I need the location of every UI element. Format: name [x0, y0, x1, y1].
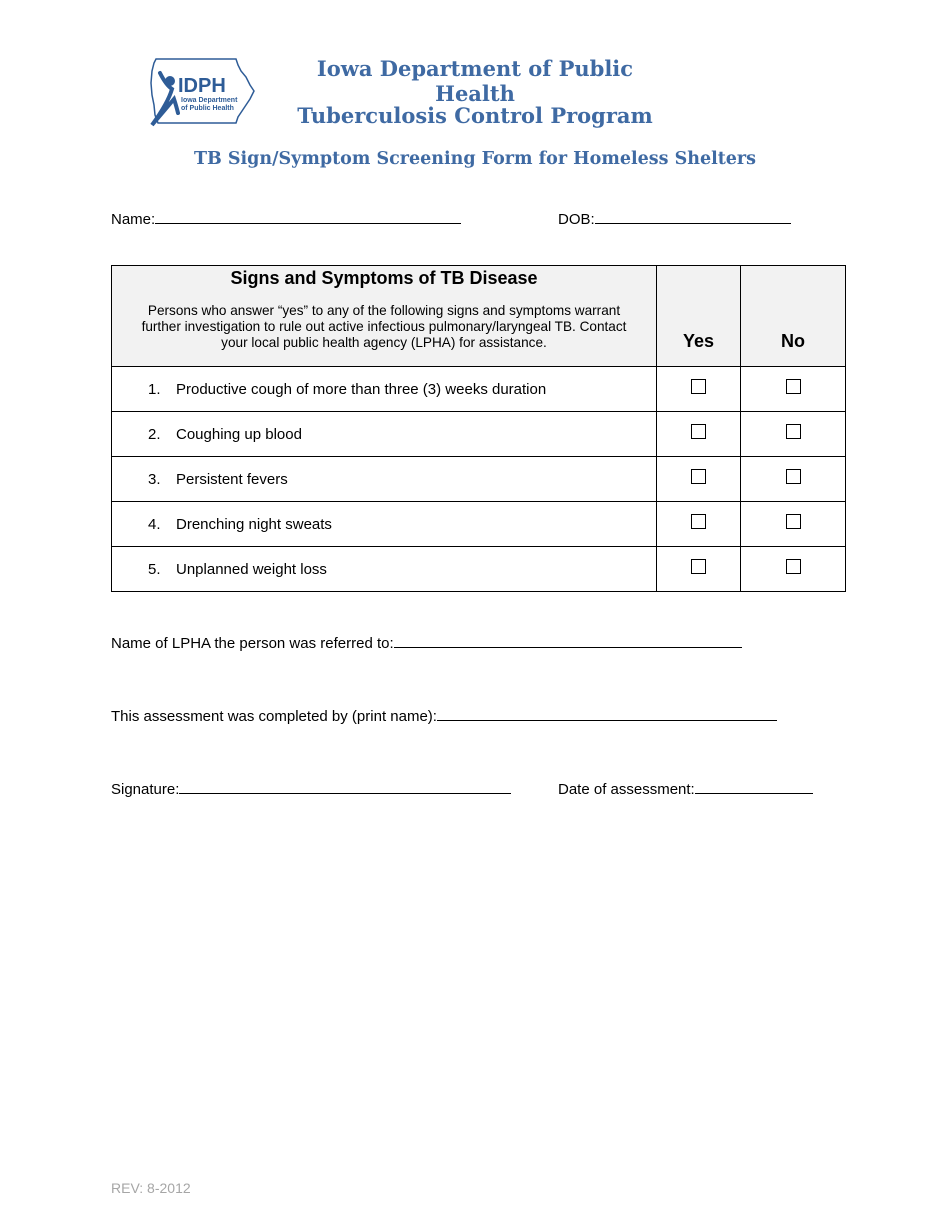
item-number: 3. — [148, 470, 161, 488]
date-input-line[interactable] — [695, 779, 813, 794]
item-text: Unplanned weight loss — [176, 560, 327, 578]
signature-input-line[interactable] — [179, 779, 511, 794]
yes-checkbox[interactable] — [691, 469, 706, 484]
no-checkbox[interactable] — [786, 379, 801, 394]
date-label: Date of assessment: — [558, 781, 695, 798]
yes-checkbox[interactable] — [691, 424, 706, 439]
svg-text:IDPH: IDPH — [178, 75, 226, 97]
signature-field — [111, 779, 511, 798]
lpha-field — [111, 633, 742, 652]
table-header-cell — [112, 266, 657, 367]
completed-by-label: This assessment was completed by (print name): — [111, 708, 437, 725]
table-row — [112, 367, 846, 412]
yes-checkbox[interactable] — [691, 379, 706, 394]
yes-header: Yes — [657, 266, 741, 367]
table-row — [112, 547, 846, 592]
lpha-label: Name of LPHA the person was referred to: — [111, 635, 394, 652]
table-title: Signs and Symptoms of TB Disease — [230, 268, 538, 288]
org-title: Iowa Department of Public Health — [316, 56, 634, 106]
revision-label: REV: 8-2012 — [111, 1180, 191, 1196]
yes-checkbox[interactable] — [691, 514, 706, 529]
no-checkbox[interactable] — [786, 559, 801, 574]
table-row — [112, 502, 846, 547]
table-description: Persons who answer “yes” to any of the following signs and symptoms warrant further investigation to rule out active infectious pulmonary/laryngeal TB. Contact your local public health agency (LPHA) for assistance. — [141, 303, 627, 350]
program-title: Tuberculosis Control Program — [297, 103, 653, 128]
table-row — [112, 457, 846, 502]
item-text: Persistent fevers — [176, 470, 288, 488]
no-checkbox[interactable] — [786, 469, 801, 484]
dob-input-line[interactable] — [595, 209, 791, 224]
yes-checkbox[interactable] — [691, 559, 706, 574]
no-header: No — [741, 266, 846, 367]
item-text: Coughing up blood — [176, 425, 302, 443]
svg-text:of Public Health: of Public Health — [181, 105, 234, 112]
completed-by-input-line[interactable] — [437, 706, 777, 721]
name-input-line[interactable] — [155, 209, 461, 224]
idph-logo — [146, 55, 256, 127]
dob-field — [558, 209, 791, 228]
name-field — [111, 209, 461, 228]
item-number: 4. — [148, 515, 161, 533]
item-text: Productive cough of more than three (3) weeks duration — [176, 380, 547, 398]
signature-label: Signature: — [111, 781, 180, 798]
svg-text:Iowa Department: Iowa Department — [181, 97, 238, 104]
date-field — [558, 779, 813, 798]
dob-label: DOB: — [558, 211, 595, 228]
item-number: 1. — [148, 380, 161, 398]
name-label: Name: — [111, 211, 156, 228]
item-text: Drenching night sweats — [176, 515, 332, 533]
form-title: TB Sign/Symptom Screening Form for Homeless Shelters — [193, 149, 757, 169]
item-number: 2. — [148, 425, 161, 443]
no-checkbox[interactable] — [786, 424, 801, 439]
lpha-input-line[interactable] — [394, 633, 742, 648]
completed-by-field — [111, 706, 777, 725]
no-checkbox[interactable] — [786, 514, 801, 529]
item-number: 5. — [148, 560, 161, 578]
symptoms-table — [111, 265, 846, 592]
table-row — [112, 412, 846, 457]
